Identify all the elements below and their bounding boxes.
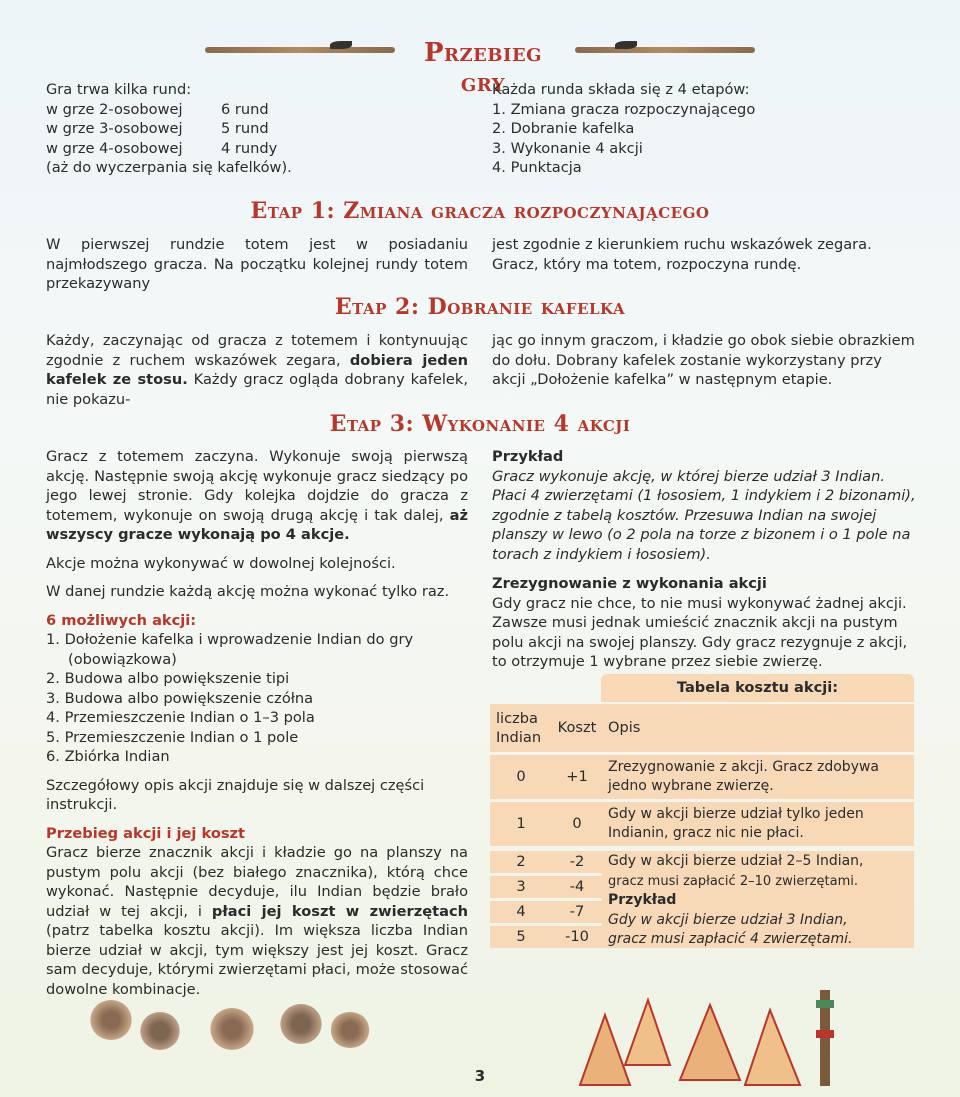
turkey-icon xyxy=(280,1004,322,1044)
list-item: 2. Budowa albo powiększenie tipi xyxy=(46,670,290,687)
tipi-village-illustration xyxy=(570,990,850,1090)
spear-left-icon xyxy=(205,47,395,53)
stages-block xyxy=(492,80,912,178)
header-cell: Koszt xyxy=(557,719,597,737)
etap3-paragraph: Szczegółowy opis akcji znajduje się w dalszej części instrukcji. xyxy=(46,776,425,813)
table-row: 2 -2 xyxy=(490,851,602,873)
rounds-note: (aż do wyczerpania się kafelków). xyxy=(46,159,292,176)
header-cell: Opis xyxy=(608,719,641,737)
etap2-left: Każdy, zaczynając od gracza z totemem i kontynuując zgodnie z ruchem wskazówek zegara, dobiera jeden kafelek ze stosu. Każdy gracz ogląda dobrany kafelek, nie pokazu- xyxy=(46,332,468,408)
actions-title: 6 możliwych akcji: xyxy=(46,611,197,629)
spear-right-icon xyxy=(575,47,755,53)
cost-group-description: Gdy w akcji bierze udział 2–5 Indian, gracz musi zapłacić 2–10 zwierzętami. Przykład Gdy w akcji bierze udział 3 Indian, gracz musi zapłacić 4 zwierzętami. xyxy=(602,851,914,948)
etap2-right: jąc go innym graczom, i kładzie go obok siebie obrazkiem do dołu. Dobrany kafelek zostanie wykorzystany przy akcji „Dołożenie kafelka” w następnym etapie. xyxy=(492,332,915,388)
etap2-title: Etap 2: Dobranie kafelka xyxy=(334,294,626,320)
cost-table-box xyxy=(490,674,914,966)
resign-title: Zrezygnowanie z wykonania akcji xyxy=(492,575,767,592)
stages-intro: Każda runda składa się z 4 etapów: xyxy=(492,81,750,98)
list-item: 5. Przemieszczenie Indian o 1 pole xyxy=(46,728,299,746)
table-row: 5 -10 xyxy=(490,926,602,948)
rounds-intro: Gra trwa kilka rund: xyxy=(46,81,192,98)
etap3-left-column xyxy=(46,447,468,999)
header-decoration-right xyxy=(575,47,755,53)
stage-item: 2. Dobranie kafelka xyxy=(492,120,635,137)
turkey-icon xyxy=(90,1000,132,1040)
turkey-icon xyxy=(210,1008,254,1050)
rounds-row: w grze 4-osobowej 4 rundy xyxy=(46,139,278,157)
turkey-icon xyxy=(330,1012,370,1048)
table-row: 4 -7 xyxy=(490,901,602,923)
cost-title: Przebieg akcji i jej koszt xyxy=(46,824,246,842)
feather-left-icon xyxy=(330,41,352,49)
tipi-icon xyxy=(570,990,850,1090)
etap3-title: Etap 3: Wykonanie 4 akcji xyxy=(329,411,631,437)
table-row: 0 +1 Zrezygnowanie z akcji. Gracz zdobywa jedno wybrane zwierzę. xyxy=(490,755,914,799)
etap3-paragraph: Gracz z totemem zaczyna. Wykonuje swoją pierwszą akcję. Następnie swoją akcję wykonuje gracz siedzący po jego lewej stronie. Gdy kolejka dojdzie do gracza z totemem, wykonuje on swoją drugą akcję i tak dalej, aż wszyscy gracze wykonają po 4 akcje. xyxy=(46,448,468,543)
etap3-paragraph: Akcje można wykonywać w dowolnej kolejności. xyxy=(46,554,396,572)
feather-right-icon xyxy=(615,41,637,49)
page-title: Przebieg gry xyxy=(423,38,543,98)
example-title: Przykład xyxy=(492,448,564,465)
list-item: 4. Przemieszczenie Indian o 1–3 pola xyxy=(46,709,315,726)
rounds-block xyxy=(46,80,346,178)
rounds-row: w grze 2-osobowej 6 rund xyxy=(46,100,269,118)
rounds-row: w grze 3-osobowej 5 rund xyxy=(46,120,269,137)
turkey-icon xyxy=(140,1012,180,1050)
resign-text: Gdy gracz nie chce, to nie musi wykonywać żadnej akcji. Zawsze musi jednak umieścić znacznik akcji na pustym polu akcji na swojej planszy. Gdy gracz rezygnuje z akcji, to otrzymuje 1 wybrane przez siebie zwierzę. xyxy=(492,594,908,670)
cost-table-title: Tabela kosztu akcji: xyxy=(601,674,914,702)
stage-item: 1. Zmiana gracza rozpoczynającego xyxy=(492,100,756,118)
list-item: 1. Dołożenie kafelka i wprowadzenie Indian do gry (obowiązkowa) xyxy=(46,631,414,668)
table-row: 3 -4 xyxy=(490,876,602,898)
turkeys-illustration xyxy=(90,1000,380,1060)
stage-item: 3. Wykonanie 4 akcji xyxy=(492,139,643,157)
header-cell: liczba Indian xyxy=(496,710,542,746)
header-decoration-left xyxy=(205,47,395,53)
example-text: Gracz wykonuje akcję, w której bierze udział 3 Indian. Płaci 4 zwierzętami (1 łososiem, 1 indykiem i 2 bizonami), zgodnie z tabelą kosztów. Przesuwa Indian na swojej planszy w lewo (o 2 pola na torze z bizonem i o 1 pole na torach z indykiem i łososiem). xyxy=(492,467,916,563)
stage-item: 4. Punktacja xyxy=(492,159,582,176)
table-row: 1 0 Gdy w akcji bierze udział tylko jeden Indianin, gracz nic nie płaci. xyxy=(490,802,914,846)
etap3-paragraph: W danej rundzie każdą akcję można wykonać tylko raz. xyxy=(46,583,450,600)
etap1-right: jest zgodnie z kierunkiem ruchu wskazówek zegara. Gracz, który ma totem, rozpoczyna rundę. xyxy=(492,236,872,273)
etap3-right-column xyxy=(492,447,917,672)
list-item: 3. Budowa albo powiększenie czółna xyxy=(46,689,314,707)
etap1-left: W pierwszej rundzie totem jest w posiadaniu najmłodszego gracza. Na początku kolejnej rundy totem przekazywany xyxy=(46,236,468,292)
list-item: 6. Zbiórka Indian xyxy=(46,748,170,765)
actions-list xyxy=(46,630,468,767)
etap1-title: Etap 1: Zmiana gracza rozpoczynającego xyxy=(250,198,710,224)
cost-paragraph: Gracz bierze znacznik akcji i kładzie go na planszy na pustym polu akcji (bez białego znacznika), którą chce wykonać. Następnie decyduje, ilu Indian będzie brało udział w tej akcji, i płaci jej koszt w zwierzętach (patrz tabelka kosztu akcji). Im większa liczba Indian bierze udział w akcji, tym większy jest jej koszt. Gracz sam decyduje, którymi zwierzętami płaci, może stosować dowolne kombinacje. xyxy=(46,844,468,998)
page-number: 3 xyxy=(474,1067,486,1085)
cost-table-header xyxy=(490,704,914,752)
